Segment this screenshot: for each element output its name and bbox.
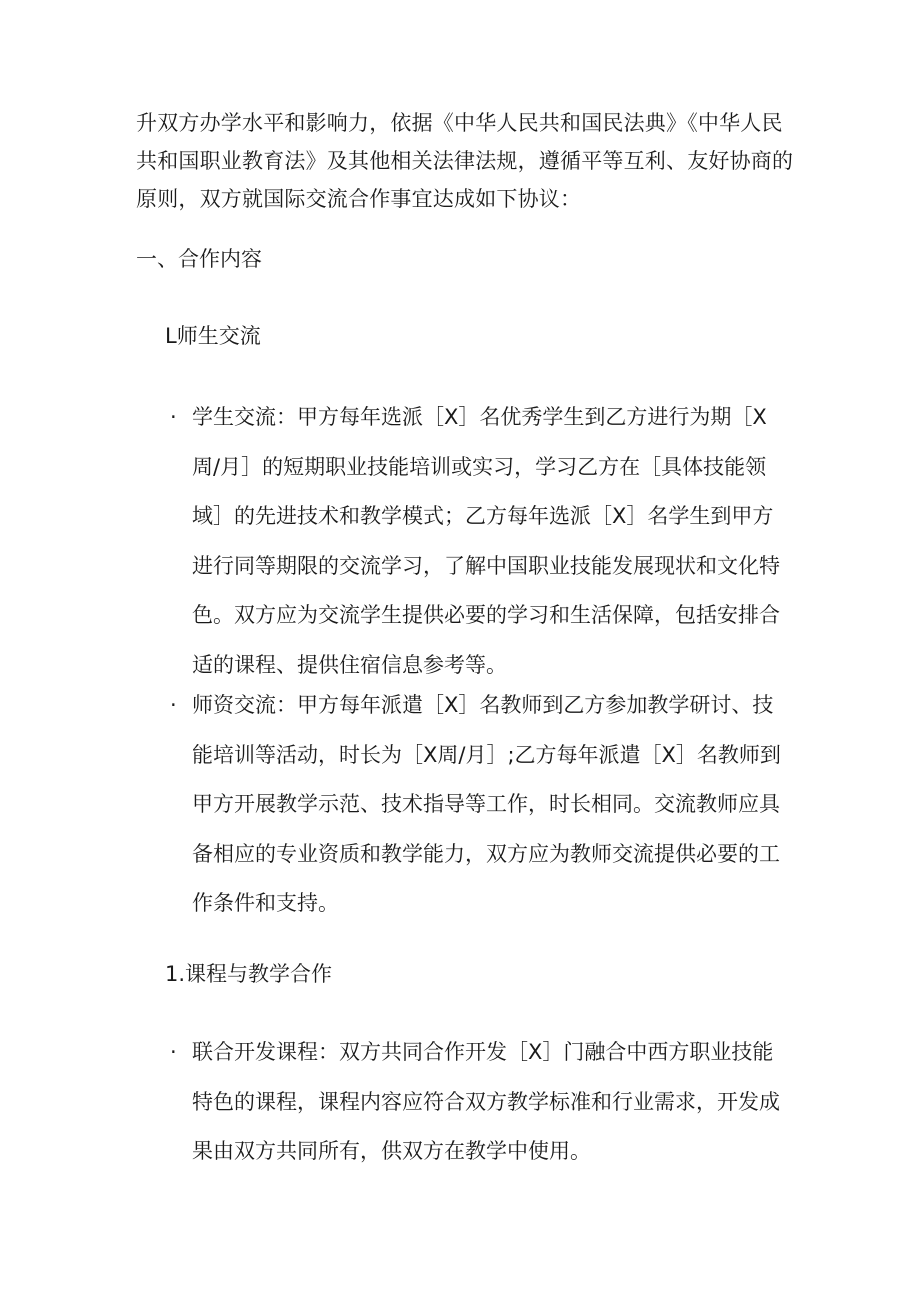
- subsection-heading-teacher-student-exchange: L师生交流: [165, 324, 261, 348]
- subsection-heading-course-teaching-cooperation: 1.课程与教学合作: [165, 962, 333, 986]
- bullet-text: 联合开发课程：双方共同合作开发［X］门融合中西方职业技能特色的课程，课程内容应符合双方教学标准和行业需求，开发成果由双方共同所有，供双方在教学中使用。: [192, 1040, 780, 1163]
- intro-paragraph: 升双方办学水平和影响力，依据《中华人民共和国民法典》《中华人民共和国职业教育法》及其他相关法律法规，遵循平等互利、友好协商的原则，双方就国际交流合作事宜达成如下协议：: [136, 111, 794, 211]
- bullet-student-exchange: [170, 393, 790, 690]
- bullet-teacher-exchange: [170, 681, 790, 929]
- section-heading-cooperation-content: 一、合作内容: [136, 247, 262, 271]
- bullet-joint-course-development: [170, 1028, 790, 1177]
- bullet-marker: ·: [170, 693, 177, 717]
- bullet-text: 师资交流：甲方每年派遣［X］名教师到乙方参加教学研讨、技能培训等活动，时长为［X周/月］;乙方每年派遣［X］名教师到甲方开展教学示范、技术指导等工作，时长相同。交流教师应具备相应的专业资质和教学能力，双方应为教师交流提供必要的工作条件和支持。: [192, 693, 781, 915]
- bullet-marker: ·: [170, 405, 177, 429]
- bullet-text: 学生交流：甲方每年选派［X］名优秀学生到乙方进行为期［X周/月］的短期职业技能培训或实习，学习乙方在［具体技能领域］的先进技术和教学模式；乙方每年选派［X］名学生到甲方进行同等期限的交流学习，了解中国职业技能发展现状和文化特色。双方应为交流学生提供必要的学习和生活保障，包括安排合适的课程、提供住宿信息参考等。: [192, 405, 780, 677]
- bullet-marker: ·: [170, 1040, 177, 1064]
